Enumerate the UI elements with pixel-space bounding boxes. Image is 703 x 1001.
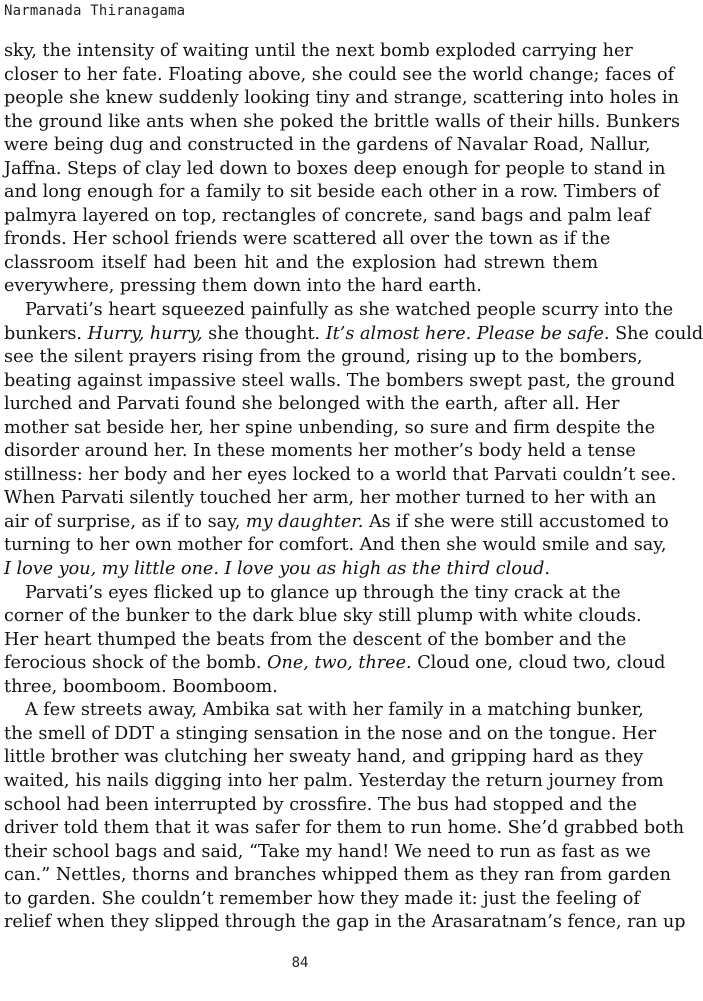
italic-text: One, two, three. xyxy=(267,653,412,674)
paragraph xyxy=(4,699,686,934)
text-line xyxy=(4,888,640,912)
text-line xyxy=(4,487,657,511)
text-line xyxy=(4,417,656,441)
text-run: Jaffna. Steps of clay led down to boxes deep enough for people to stand in xyxy=(4,158,666,179)
text-run: Parvati’s heart squeezed painfully as she watched people scurry into the xyxy=(25,300,674,321)
italic-text: I love you, my little one. I love you as high as the third cloud. xyxy=(4,559,550,580)
text-run: She could xyxy=(609,323,703,344)
text-run: Her heart thumped the beats from the descent of the bomber and the xyxy=(4,629,627,650)
text-line xyxy=(4,676,598,700)
text-run: relief when they slipped through the gap in the Arasaratnam’s fence, ran up xyxy=(4,912,686,933)
text-line xyxy=(4,299,674,323)
text-run: waited, his nails digging into her palm. Yesterday the return journey from xyxy=(4,770,664,791)
italic-text: my daughter. xyxy=(245,511,364,532)
text-run: fronds. Her school friends were scattered all over the town as if the xyxy=(4,229,611,250)
text-line xyxy=(4,346,643,370)
text-run: school had been interrupted by crossfire. The bus had stopped and the xyxy=(4,794,637,815)
text-line xyxy=(4,841,651,865)
text-run: closer to her fate. Floating above, she could see the world change; faces of xyxy=(4,64,675,85)
text-line xyxy=(4,440,636,464)
text-run: driver told them that it was safer for them to run home. She’d grabbed both xyxy=(4,818,685,839)
text-run: air of surprise, as if to say, xyxy=(4,511,246,532)
text-run: Parvati’s eyes flicked up to glance up through the tiny crack at the xyxy=(25,582,621,603)
body-text xyxy=(4,40,703,935)
text-run: A few streets away, Ambika sat with her family in a matching bunker, xyxy=(25,700,644,721)
text-line xyxy=(4,864,671,888)
text-line xyxy=(4,511,669,535)
page-number: 84 xyxy=(291,955,309,971)
text-run: see the silent prayers rising from the ground, rising up to the bombers, xyxy=(4,347,643,368)
italic-text: Hurry, hurry, xyxy=(87,323,203,344)
text-line xyxy=(4,534,667,558)
paragraph xyxy=(4,40,681,299)
text-line xyxy=(4,817,685,841)
text-line xyxy=(4,87,679,111)
text-run: mother sat beside her, her spine unbending, so sure and firm despite the xyxy=(4,417,656,438)
text-run: beating against impassive steel walls. The bombers swept past, the ground xyxy=(4,370,676,391)
text-line xyxy=(4,252,598,276)
text-run: lurched and Parvati found she belonged with the earth, after all. Her xyxy=(4,394,620,415)
text-line xyxy=(4,582,621,606)
paragraph xyxy=(4,582,666,700)
text-line xyxy=(4,228,611,252)
text-line xyxy=(4,629,627,653)
text-run: Cloud one, cloud two, cloud xyxy=(411,653,666,674)
text-run: everywhere, pressing them down into the hard earth. xyxy=(4,276,482,297)
text-line xyxy=(4,370,676,394)
text-run: to garden. She couldn’t remember how they made it: just the feeling of xyxy=(4,888,640,909)
text-line xyxy=(4,794,637,818)
text-line xyxy=(4,605,642,629)
text-line xyxy=(4,746,644,770)
text-run: were being dug and constructed in the gardens of Navalar Road, Nallur, xyxy=(4,135,651,156)
text-line xyxy=(4,723,657,747)
text-line xyxy=(4,393,620,417)
text-line xyxy=(4,911,686,935)
text-line xyxy=(4,770,664,794)
text-line xyxy=(4,699,644,723)
text-run: their school bags and said, “Take my hand! We need to run as fast as we xyxy=(4,841,651,862)
text-line xyxy=(4,275,598,299)
text-run: bunkers. xyxy=(4,323,88,344)
text-line xyxy=(4,205,651,229)
text-line xyxy=(4,181,660,205)
text-run: stillness: her body and her eyes locked to a world that Parvati couldn’t see. xyxy=(4,464,677,485)
text-run: three, boomboom. Boomboom. xyxy=(4,676,278,697)
text-run: she thought. xyxy=(202,323,326,344)
text-run: sky, the intensity of waiting until the next bomb exploded carrying her xyxy=(4,41,633,61)
text-run: ferocious shock of the bomb. xyxy=(4,653,268,674)
text-line xyxy=(4,558,598,582)
paragraph xyxy=(4,299,703,582)
italic-text: It’s almost here. Please be safe. xyxy=(325,323,610,344)
text-line xyxy=(4,323,703,347)
text-run: little brother was clutching her sweaty hand, and gripping hard as they xyxy=(4,747,644,768)
text-run: the smell of DDT a stinging sensation in the nose and on the tongue. Her xyxy=(4,723,657,744)
text-run: palmyra layered on top, rectangles of concrete, sand bags and palm leaf xyxy=(4,205,651,226)
text-line xyxy=(4,64,675,88)
text-run: the ground like ants when she poked the brittle walls of their hills. Bunkers xyxy=(4,111,681,132)
text-run: corner of the bunker to the dark blue sky still plump with white clouds. xyxy=(4,606,642,627)
text-line xyxy=(4,134,651,158)
text-run: turning to her own mother for comfort. And then she would smile and say, xyxy=(4,535,667,556)
text-line xyxy=(4,111,681,135)
text-run: and long enough for a family to sit beside each other in a row. Timbers of xyxy=(4,182,660,203)
text-run: As if she were still accustomed to xyxy=(363,511,669,532)
text-run: disorder around her. In these moments her mother’s body held a tense xyxy=(4,441,636,462)
text-run: When Parvati silently touched her arm, her mother turned to her with an xyxy=(4,488,657,509)
text-run: people she knew suddenly looking tiny and strange, scattering into holes in xyxy=(4,88,679,109)
running-head: Narmanada Thiranagama xyxy=(4,3,186,19)
text-line xyxy=(4,652,666,676)
text-line xyxy=(4,464,677,488)
text-run: classroom itself had been hit and the explosion had strewn them xyxy=(4,252,598,273)
text-line xyxy=(4,158,666,182)
text-line xyxy=(4,40,633,64)
text-run: can.” Nettles, thorns and branches whipped them as they ran from garden xyxy=(4,865,671,886)
